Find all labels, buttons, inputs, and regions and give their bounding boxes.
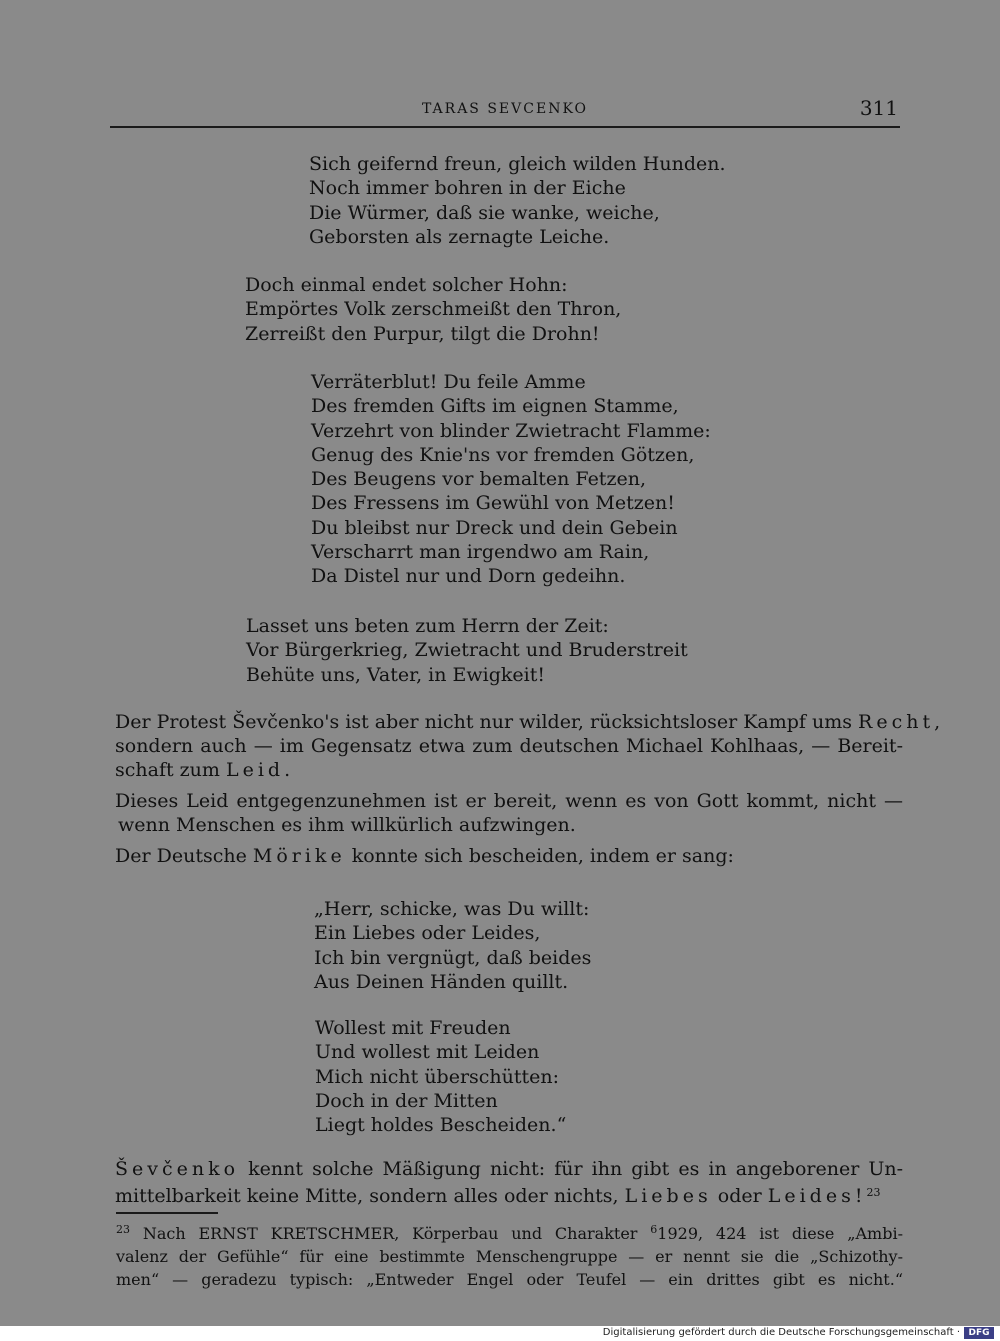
footnote — [116, 1218, 903, 1291]
prose-paragraph — [115, 1157, 903, 1208]
text-run: wenn Menschen es ihm willkürlich aufzwingen. — [118, 814, 576, 836]
verse-line: „Herr, schicke, was Du willt: — [314, 898, 590, 920]
verse-line: Wollest mit Freuden — [315, 1017, 511, 1039]
verse-line: Aus Deinen Händen quillt. — [314, 970, 569, 993]
verse-line: Empörtes Volk zerschmeißt den Thron, — [245, 298, 622, 321]
poem-stanza — [245, 273, 621, 346]
prose-paragraph — [115, 789, 903, 837]
digitization-credit-bar — [0, 1326, 1000, 1341]
credit-text: Digitalisierung gefördert durch die Deutsche Forschungsgemeinschaft · — [602, 1327, 960, 1338]
poem-stanza — [314, 897, 591, 994]
text-run: kennt solche Mäßigung nicht: für ihn gibt es in angeborener Un- — [248, 1158, 904, 1180]
spaced-emphasis: Recht, — [858, 711, 945, 733]
text-run: mittelbarkeit keine Mitte, sondern alles oder nichts, — [115, 1185, 619, 1207]
verse-line: Sich geifernd freun, gleich wilden Hunden. — [309, 153, 726, 175]
verse-line: Doch einmal endet solcher Hohn: — [245, 274, 568, 296]
text-run: oder — [717, 1185, 762, 1207]
poem-stanza — [315, 1016, 566, 1137]
verse-line: Verräterblut! Du feile Amme — [311, 371, 586, 393]
page-number: 311 — [859, 96, 898, 120]
edition-superscript: 6 — [650, 1223, 658, 1236]
text-run: Dieses Leid entgegenzunehmen ist er bereit, wenn es von Gott kommt, nicht — — [115, 790, 903, 812]
verse-line: Des Fressens im Gewühl von Metzen! — [311, 492, 675, 515]
running-title: TARAS SEVCENKO — [421, 101, 589, 117]
footnote-reference: 23 — [866, 1186, 881, 1199]
verse-line: Des Beugens vor bemalten Fetzen, — [311, 468, 646, 491]
verse-line: Zerreißt den Purpur, tilgt die Drohn! — [245, 322, 600, 345]
verse-line: Genug des Knie'ns vor fremden Götzen, — [311, 443, 695, 466]
verse-line: Behüte uns, Vater, in Ewigkeit! — [246, 663, 545, 686]
text-run: Der Deutsche — [115, 845, 247, 867]
verse-line: Mich nicht überschütten: — [315, 1065, 560, 1088]
verse-line: Verscharrt man irgendwo am Rain, — [311, 541, 650, 564]
verse-line: Da Distel nur und Dorn gedeihn. — [311, 565, 626, 588]
verse-line: Die Würmer, daß sie wanke, weiche, — [309, 201, 660, 224]
spaced-emphasis: Ševčenko — [115, 1158, 240, 1180]
verse-line: Vor Bürgerkrieg, Zwietracht und Bruderstreit — [246, 639, 688, 662]
poem-stanza — [311, 370, 711, 589]
text-run: sondern auch — im Gegensatz etwa zum deutschen Michael Kohlhaas, — Bereit- — [115, 735, 903, 757]
spaced-emphasis: Leides! — [767, 1185, 867, 1207]
prose-paragraph — [115, 844, 903, 868]
text-run: men“ — geradezu typisch: „Entweder Engel oder Teufel — ein drittes gibt es nicht.“ — [116, 1270, 903, 1289]
text-run: Der Protest Ševčenko's ist aber nicht nur wilder, rücksichtsloser Kampf ums — [115, 711, 852, 733]
dfg-logo[interactable]: DFG — [964, 1327, 994, 1339]
text-run: konnte sich bescheiden, indem er sang: — [351, 845, 734, 867]
verse-line: Liegt holdes Bescheiden.“ — [315, 1114, 567, 1137]
verse-line: Geborsten als zernagte Leiche. — [309, 225, 610, 248]
verse-line: Und wollest mit Leiden — [315, 1041, 540, 1064]
footnote-separator — [116, 1212, 218, 1214]
verse-line: Doch in der Mitten — [315, 1089, 498, 1112]
text-run: Nach ERNST KRETSCHMER, Körperbau und Charakter — [142, 1224, 638, 1243]
spaced-emphasis: Liebes — [624, 1185, 712, 1207]
verse-line: Lasset uns beten zum Herrn der Zeit: — [246, 615, 609, 637]
prose-paragraph — [115, 710, 945, 782]
verse-line: Noch immer bohren in der Eiche — [309, 177, 626, 200]
text-run: schaft zum — [115, 759, 220, 781]
verse-line: Ein Liebes oder Leides, — [314, 922, 541, 945]
verse-line: Des fremden Gifts im eignen Stamme, — [311, 395, 679, 418]
spaced-emphasis: Leid. — [225, 759, 295, 781]
verse-line: Ich bin vergnügt, daß beides — [314, 946, 592, 969]
text-run: valenz der Gefühle“ für eine bestimmte Menschengruppe — er nennt sie die „Schizothy- — [116, 1247, 903, 1266]
running-header — [110, 92, 900, 128]
verse-line: Du bleibst nur Dreck und dein Gebein — [311, 516, 678, 539]
poem-stanza — [309, 152, 726, 249]
poem-stanza — [246, 614, 688, 687]
footnote-marker: 23 — [116, 1223, 130, 1236]
text-run: 1929, 424 ist diese „Ambi- — [657, 1224, 903, 1243]
verse-line: Verzehrt von blinder Zwietracht Flamme: — [311, 419, 711, 442]
spaced-emphasis: Mörike — [252, 845, 346, 867]
